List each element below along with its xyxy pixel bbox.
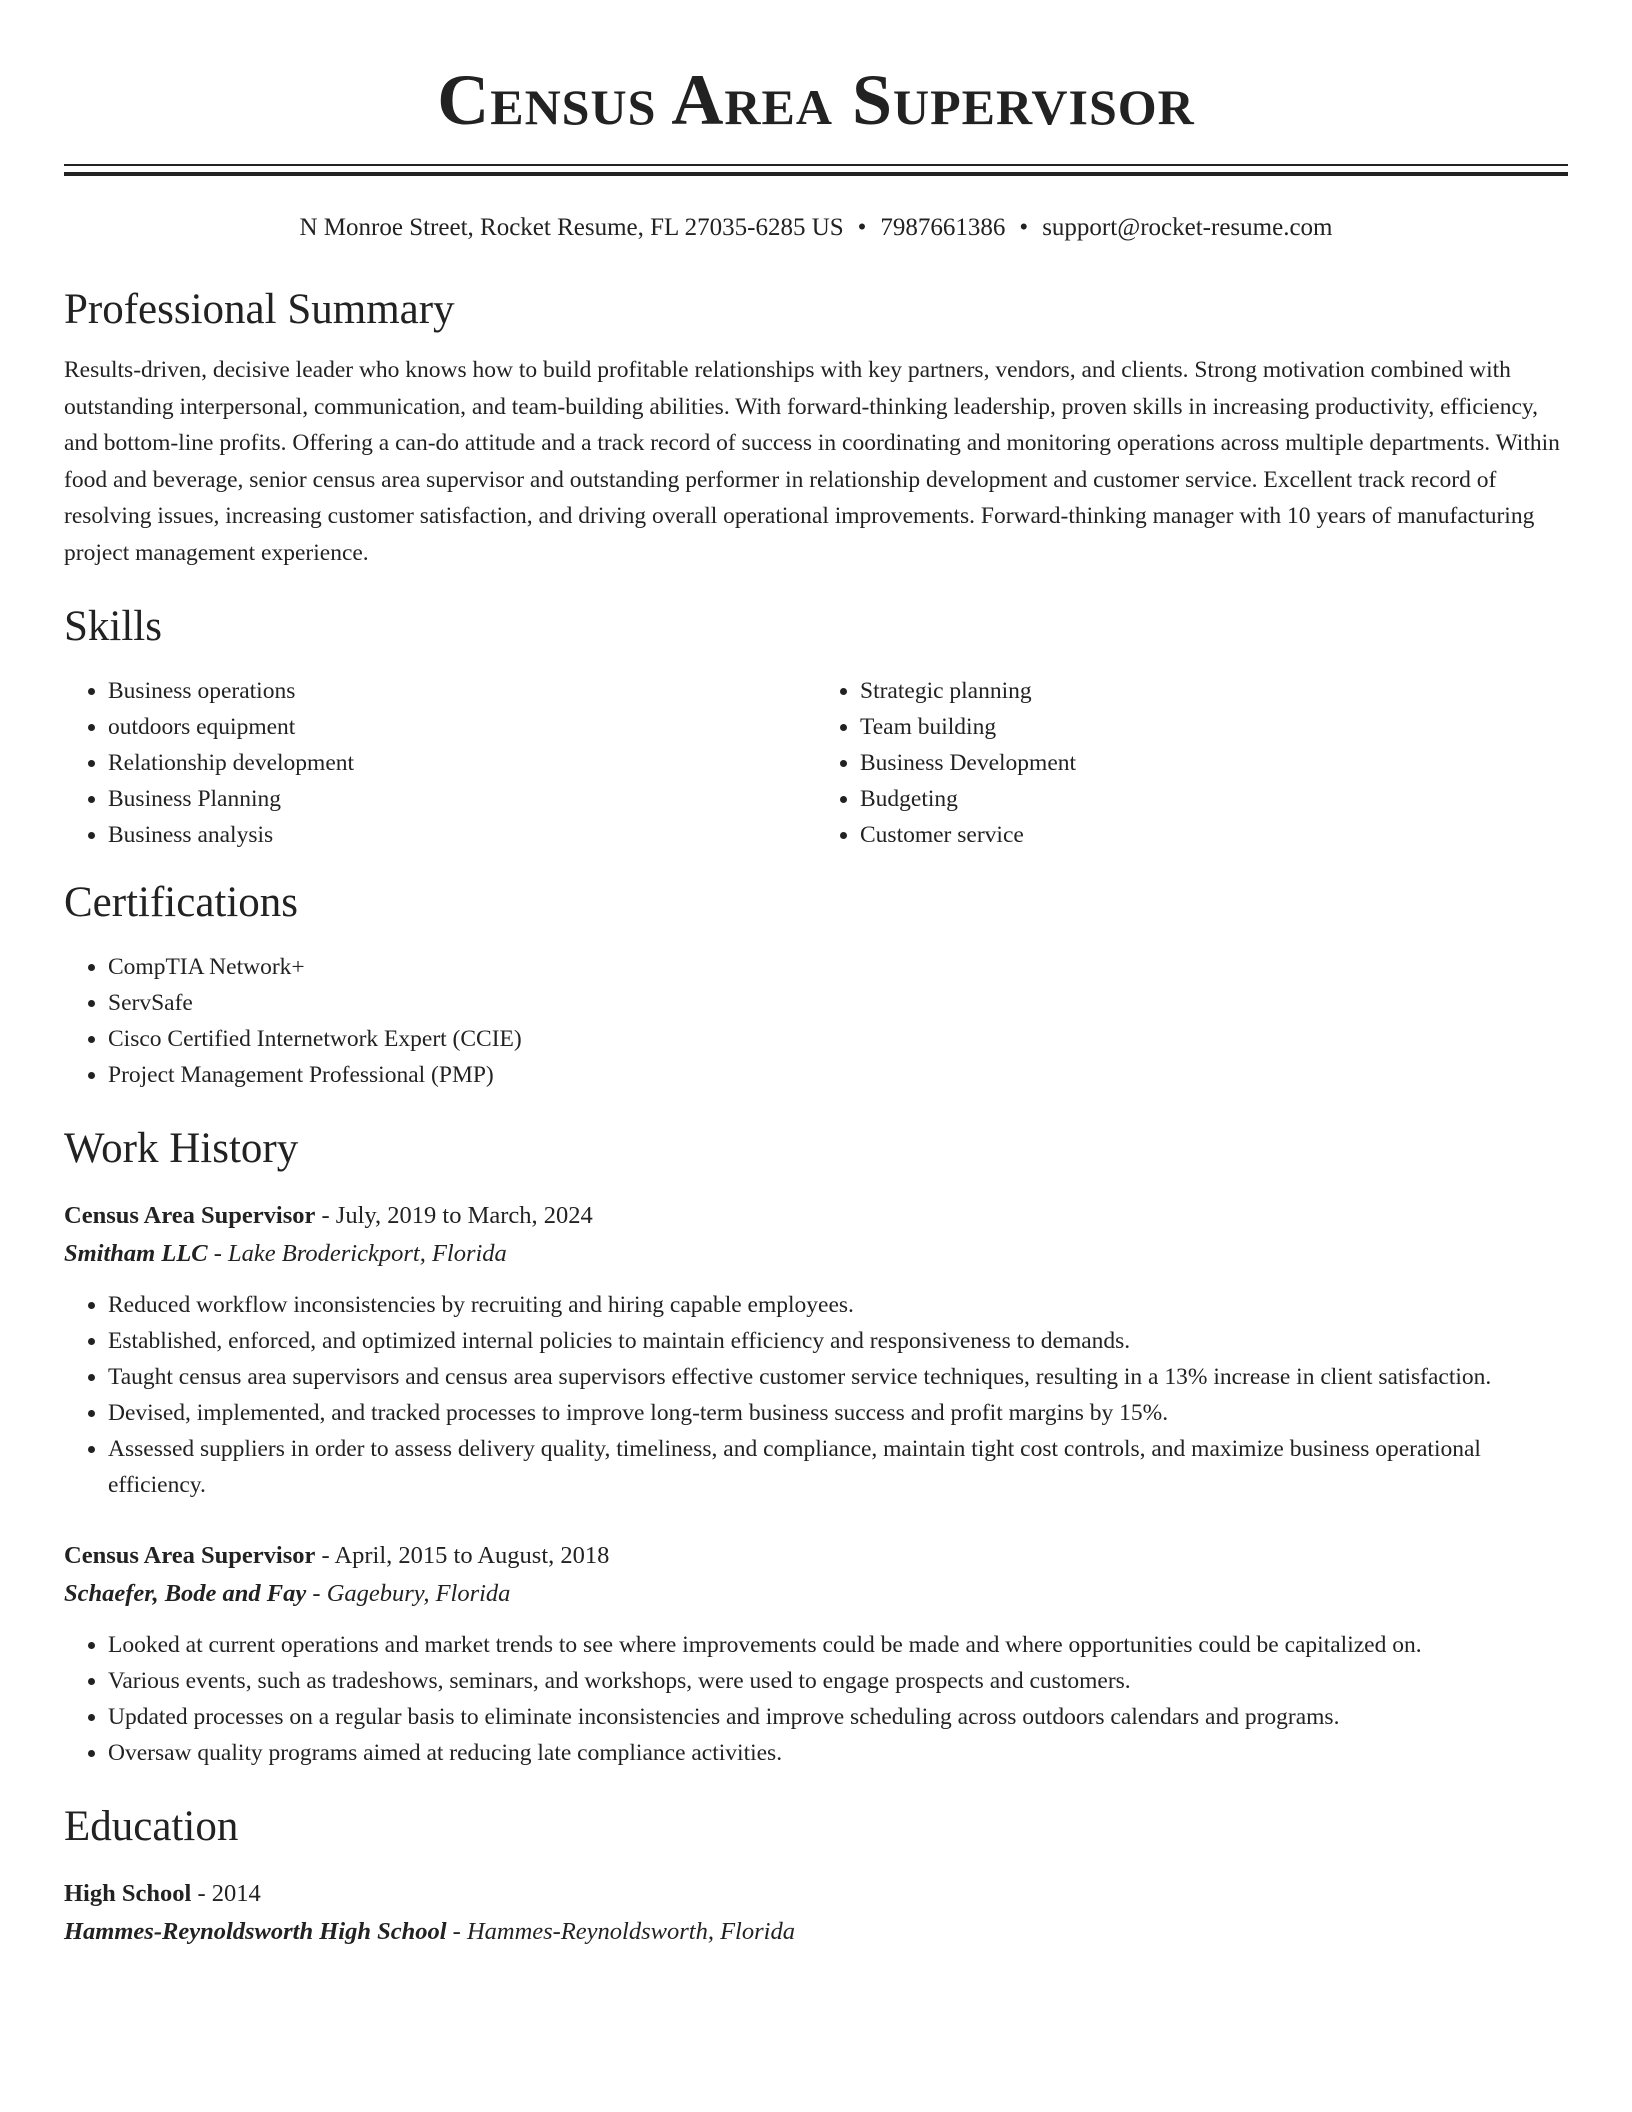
skills-heading: Skills (64, 603, 162, 650)
skill-item: • outdoors equipment (108, 709, 816, 745)
job-location: - Lake Broderickport, Florida (207, 1240, 507, 1267)
contact-separator: • (857, 214, 867, 241)
summary-text: Results-driven, decisive leader who knows how to build profitable relationships with key partners, vendors, and clients. Strong motivation combined with outstanding interpersonal, communication, and team-building abilities. With forward-thinking leadership, proven skills in increasing productivity, efficiency, and bottom-line profits. Offering a can-do attitude and a track record of success in coordinating and monitoring operations across multiple departments. Within food and beverage, senior census area supervisor and outstanding performer in relationship development and customer service. Excellent track record of resolving issues, increasing customer satisfaction, and driving overall operational improvements. Forward-thinking manager with 10 years of manufacturing project management experience. (64, 357, 1560, 566)
job-dates: - July, 2019 to March, 2024 (315, 1202, 593, 1229)
job-company-line (64, 1575, 1568, 1613)
certification-item: • Cisco Certified Internetwork Expert (CCIE) (108, 1021, 1568, 1057)
job-title: Census Area Supervisor (64, 1542, 316, 1569)
skills-list-right (816, 673, 1568, 853)
job-bullet-list (64, 1287, 1568, 1503)
skills-grid (64, 673, 1568, 853)
education-entry (64, 1875, 1568, 1951)
job-bullet: • Updated processes on a regular basis to eliminate inconsistencies and improve scheduling across outdoors calendars and programs. (108, 1699, 1568, 1735)
resume-title: Census Area Supervisor (437, 60, 1195, 140)
job-bullet: • Devised, implemented, and tracked processes to improve long-term business success and profit margins by 15%. (108, 1395, 1568, 1431)
job-company: Schaefer, Bode and Fay (64, 1580, 307, 1607)
education-section (64, 1801, 1568, 1951)
job-bullet: • Established, enforced, and optimized internal policies to maintain efficiency and responsiveness to demands. (108, 1323, 1568, 1359)
summary-section (64, 284, 1568, 571)
job-bullet: • Reduced workflow inconsistencies by recruiting and hiring capable employees. (108, 1287, 1568, 1323)
skill-item: • Customer service (860, 817, 1568, 853)
job-company-line (64, 1235, 1568, 1273)
certifications-section (64, 877, 1568, 1093)
skill-item: • Team building (860, 709, 1568, 745)
contact-phone: 7987661386 (880, 214, 1006, 241)
certification-item: • Project Management Professional (PMP) (108, 1057, 1568, 1093)
work-history-heading: Work History (64, 1125, 299, 1172)
title-divider-thick (64, 172, 1568, 176)
contact-separator: • (1019, 214, 1029, 241)
education-degree-line (64, 1875, 1568, 1913)
job-title: Census Area Supervisor (64, 1202, 316, 1229)
education-year: - 2014 (191, 1880, 261, 1907)
contact-address: N Monroe Street, Rocket Resume, FL 27035-6285 US (299, 214, 844, 241)
job-title-line (64, 1537, 1568, 1575)
job-bullet: • Various events, such as tradeshows, seminars, and workshops, were used to engage prospects and customers. (108, 1663, 1568, 1699)
job-bullet: • Oversaw quality programs aimed at reducing late compliance activities. (108, 1735, 1568, 1771)
skill-item: • Strategic planning (860, 673, 1568, 709)
certifications-heading: Certifications (64, 879, 299, 926)
job-bullet: • Looked at current operations and market trends to see where improvements could be made and where opportunities could be capitalized on. (108, 1627, 1568, 1663)
summary-heading: Professional Summary (64, 286, 455, 333)
job-bullet: • Assessed suppliers in order to assess delivery quality, timeliness, and compliance, maintain tight cost controls, and maximize business operational efficiency. (108, 1431, 1568, 1503)
title-divider-thin (64, 164, 1568, 166)
education-school: Hammes-Reynoldsworth High School (64, 1918, 447, 1945)
education-school-line (64, 1913, 1568, 1951)
education-degree: High School (64, 1880, 192, 1907)
skills-section (64, 601, 1568, 853)
education-location: - Hammes-Reynoldsworth, Florida (446, 1918, 795, 1945)
skill-item: • Relationship development (108, 745, 816, 781)
certifications-list (64, 949, 1568, 1093)
job-dates: - April, 2015 to August, 2018 (315, 1542, 610, 1569)
job-bullet: • Taught census area supervisors and census area supervisors effective customer service techniques, resulting in a 13% increase in client satisfaction. (108, 1359, 1568, 1395)
certification-item: • ServSafe (108, 985, 1568, 1021)
skill-item: • Business analysis (108, 817, 816, 853)
job-entry (64, 1197, 1568, 1503)
work-history-section (64, 1123, 1568, 1771)
skills-list-left (64, 673, 816, 853)
contact-line (64, 212, 1568, 244)
skill-item: • Business Planning (108, 781, 816, 817)
education-heading: Education (64, 1803, 239, 1850)
job-entry (64, 1537, 1568, 1771)
skill-item: • Budgeting (860, 781, 1568, 817)
job-bullet-list (64, 1627, 1568, 1771)
skill-item: • Business Development (860, 745, 1568, 781)
job-title-line (64, 1197, 1568, 1235)
skill-item: • Business operations (108, 673, 816, 709)
contact-email[interactable]: support@rocket-resume.com (1042, 214, 1333, 241)
job-location: - Gagebury, Florida (306, 1580, 511, 1607)
job-company: Smitham LLC (64, 1240, 208, 1267)
certification-item: • CompTIA Network+ (108, 949, 1568, 985)
